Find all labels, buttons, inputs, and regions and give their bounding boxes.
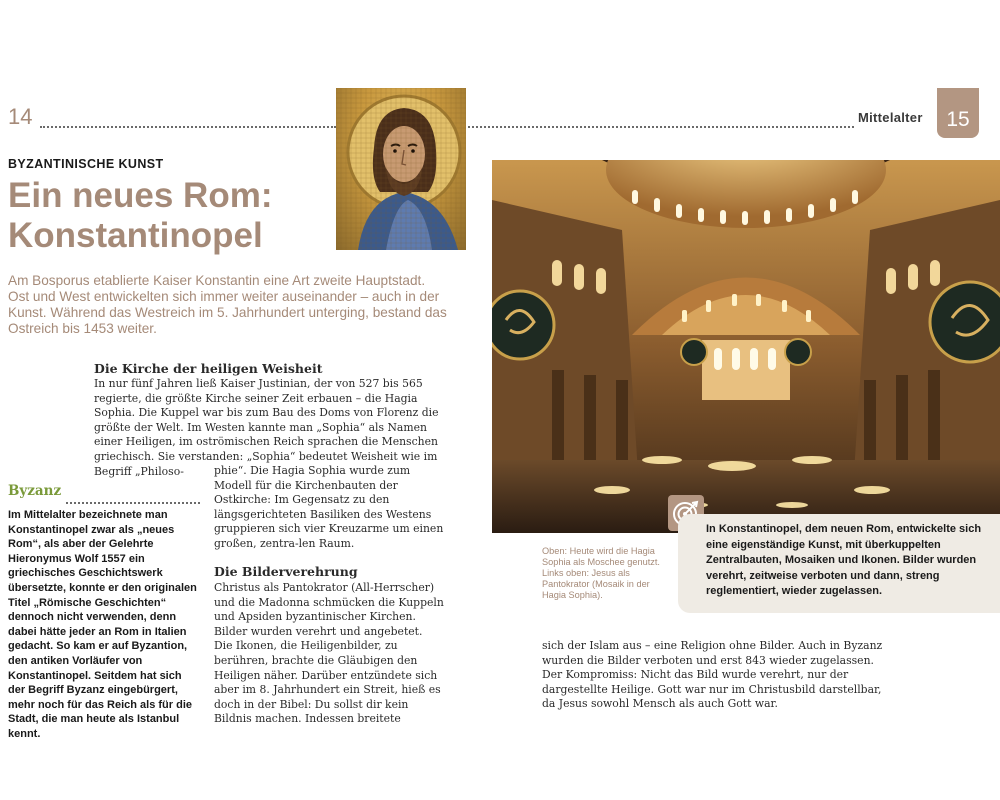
article-intro: Am Bosporus etablierte Kaiser Konstantin eine Art zweite Hauptstadt. Ost und West entwickelten sich immer weiter auseinander – auch in der Kunst. Während das Westreich im 5. Jahrhundert unterging, bestand das Ostreich bis 1453 weiter. xyxy=(8,273,447,336)
section-heading-hagia-sophia: Die Kirche der heiligen Weisheit xyxy=(94,361,323,376)
pantokrator-mosaic-image xyxy=(336,88,466,250)
section-heading-bilderverehrung: Die Bilderverehrung xyxy=(214,564,358,579)
section-text-hagia-sophia: In nur fünf Jahren ließ Kaiser Justinian, der von 527 bis 565 regierte, die größte Kirche seiner Zeit erbauen – die Hagia Sophia. Die Kuppel war bis zum Bau des Doms von Florenz die größte der Welt. Im Westen kannte man „Sophia“ als Namen einer Heiligen, im oströmischen Reich sprachen die Menschen griechisch. Sie verstanden: „Sophia“ bedeutet Weisheit wie im Begriff „Philoso- xyxy=(94,377,439,478)
hagia-sophia-illustration xyxy=(492,160,1000,533)
section-text-bilderverehrung: Christus als Pantokrator (All-Herrscher) und die Madonna schmücken die Kuppeln und Apsiden byzantinischer Kirchen. Bilder wurden verehrt und angebetet. Die Ikonen, die Heiligenbilder, zu berühren, brachte die Gläubigen den Heiligen näher. Darüber entzündete sich aber im 8. Jahrhundert ein Streit, hieß es doch in der Bibel: Du sollst dir kein Bildnis machen. Indessen breitete xyxy=(214,581,444,726)
summary-box-text: In Konstantinopel, dem neuen Rom, entwickelte sich eine eigenständige Kunst, mit überkuppelten Zentralbauten, Mosaiken und Ikonen. Bilder wurden verehrt, zeitweise verboten und dann, streng reglementiert, wieder zugelassen. xyxy=(706,523,982,597)
section-text-bilderverehrung-continued: sich der Islam aus – eine Religion ohne Bilder. Auch in Byzanz wurden die Bilder verboten und erst 843 wieder zugelassen. Der Kompromiss: Nicht das Bild wurde verehrt, nur der dargestellte Heilige. Gott war nur im Christusbild darstellbar, da Jesus sowohl Mensch als auch Gott war. xyxy=(542,639,883,711)
right-page-number-text: 15 xyxy=(946,108,970,131)
left-page-number: 14 xyxy=(8,104,33,129)
sidebar-rule xyxy=(66,502,200,504)
sidebar-title: Byzanz xyxy=(8,483,62,499)
sidebar-text: Im Mittelalter bezeichnete man Konstantinopel zwar als „neues Rom“, als aber der Gelehrte Hieronymus Wolf 1557 ein griechisches Geschichtswerk übersetzte, konnte er den originalen Titel „Römische Geschichten“ dennoch nicht verwenden, denn dabei hätte jeder an Rom in Italien gedacht. So kam er auf Byzantion, den antiken Vorläufer von Konstantinopel. Seitdem hat sich der Begriff Byzanz eingebürgert, mehr noch für das Reich als für die Stadt, die man heute als Istanbul kennt. xyxy=(8,509,197,740)
header-rule-left xyxy=(40,126,336,128)
photo-caption: Oben: Heute wird die Hagia Sophia als Moschee genutzt. Links oben: Jesus als Pantokrator (Mosaik in der Hagia Sophia). xyxy=(542,546,660,600)
mosaic-illustration xyxy=(336,88,466,250)
article-kicker: BYZANTINISCHE KUNST xyxy=(8,157,164,171)
section-header: Mittelalter xyxy=(858,110,923,125)
hagia-sophia-interior-photo xyxy=(492,160,1000,533)
right-page-number xyxy=(937,88,979,138)
section-text-hagia-sophia-continued: phie“. Die Hagia Sophia wurde zum Modell für die Kirchenbauten der Ostkirche: Im Gegensatz zu den längsgerichteten Basiliken des Westens gruppieren sich vier Kreuzarme um einen großen, zentra-len Raum. xyxy=(214,464,444,550)
header-rule-right xyxy=(468,126,854,128)
article-title: Ein neues Rom: Konstantinopel xyxy=(8,176,273,255)
